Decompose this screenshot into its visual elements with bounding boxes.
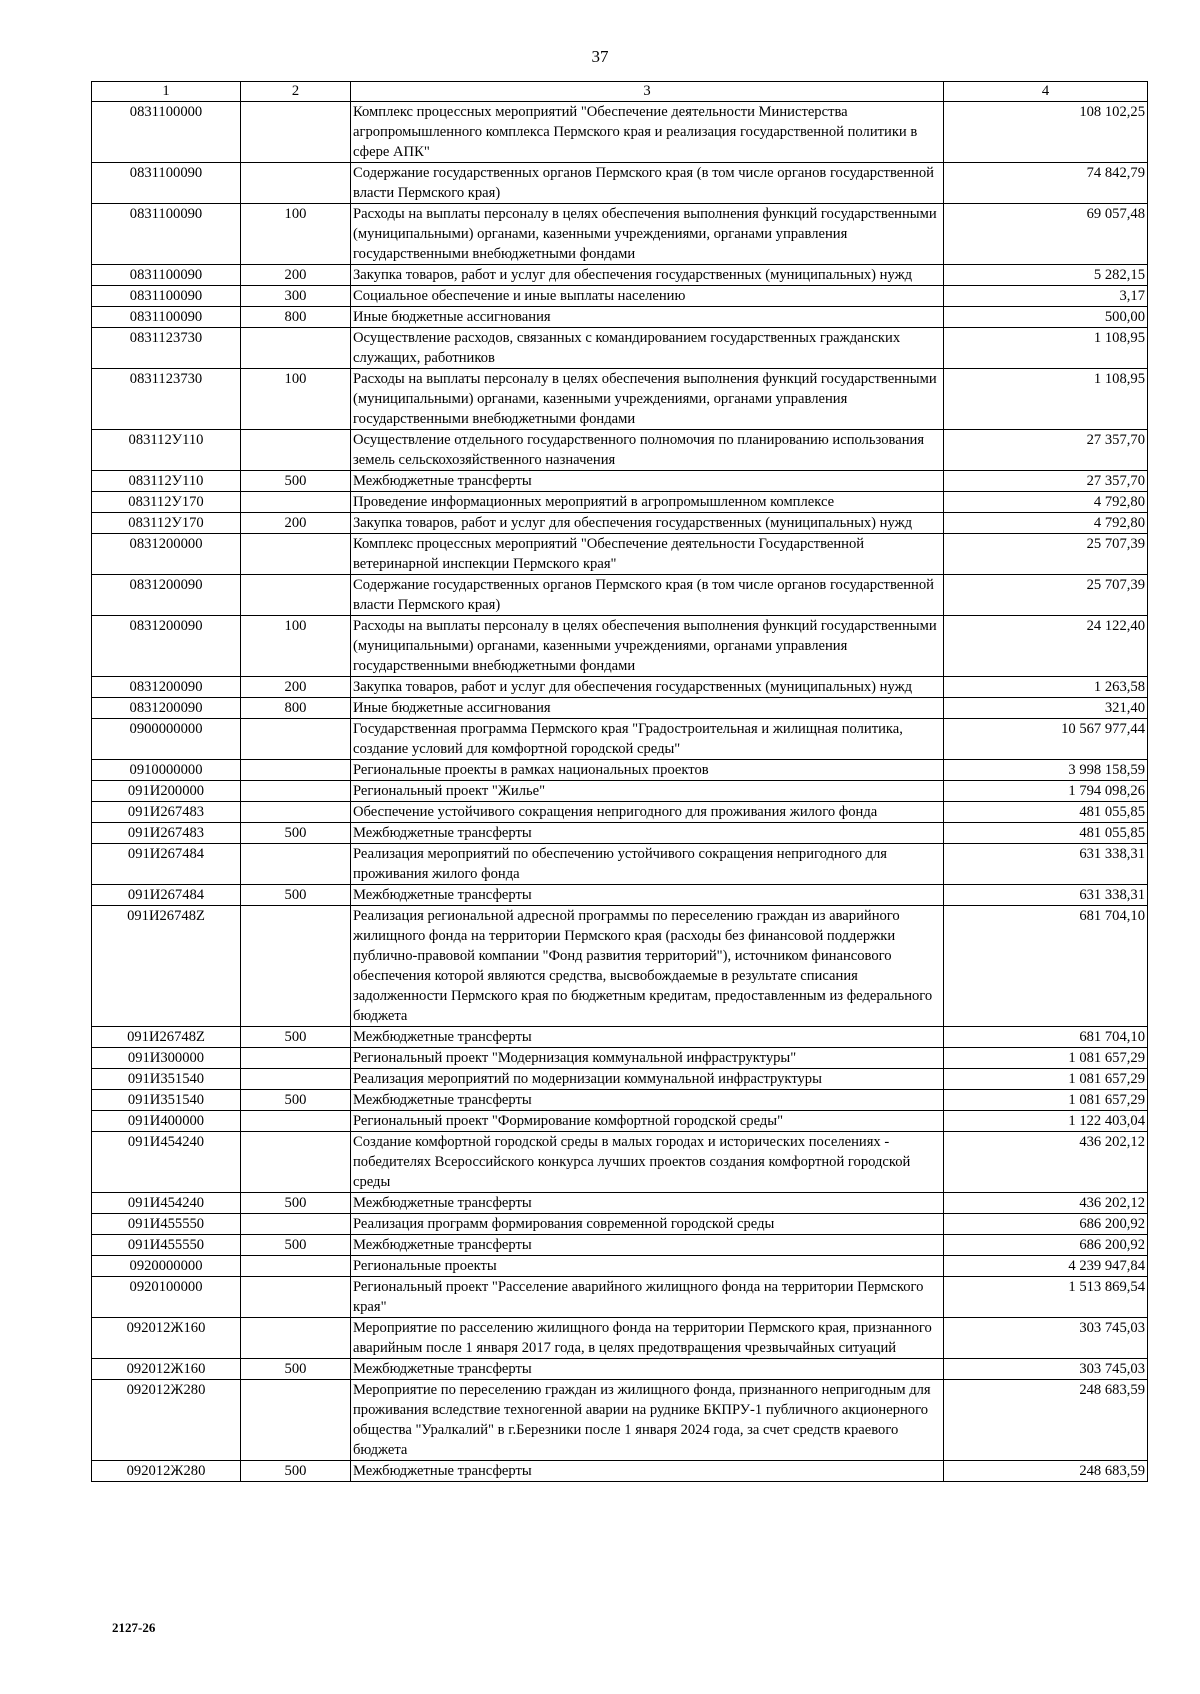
- cell-name: Мероприятие по переселению граждан из жилищного фонда, признанного непригодным для проживания вследствие техногенной аварии на руднике БКПРУ-1 публичного акционерного общества "Уралкалий" в г.Березники после 1 января 2024 года, за счет средств краевого бюджета: [351, 1380, 944, 1461]
- cell-amount: 24 122,40: [944, 616, 1148, 677]
- cell-expense-type: [241, 719, 351, 760]
- cell-expense-type: [241, 430, 351, 471]
- cell-expense-type: [241, 844, 351, 885]
- column-header-1: 1: [92, 82, 241, 102]
- cell-amount: 1 081 657,29: [944, 1048, 1148, 1069]
- cell-amount: 686 200,92: [944, 1214, 1148, 1235]
- table-row: [92, 844, 1148, 885]
- cell-name: Иные бюджетные ассигнования: [351, 698, 944, 719]
- cell-code: 083112У170: [92, 492, 241, 513]
- cell-name: Межбюджетные трансферты: [351, 471, 944, 492]
- cell-amount: 25 707,39: [944, 575, 1148, 616]
- cell-name: Мероприятие по расселению жилищного фонда на территории Пермского края, признанного аварийным после 1 января 2017 года, в целях предотвращения чрезвычайных ситуаций: [351, 1318, 944, 1359]
- cell-code: 083112У110: [92, 430, 241, 471]
- table-row: [92, 1461, 1148, 1482]
- cell-name: Реализация мероприятий по модернизации коммунальной инфраструктуры: [351, 1069, 944, 1090]
- cell-name: Государственная программа Пермского края "Градостроительная и жилищная политика, создание условий для комфортной городской среды": [351, 719, 944, 760]
- table-row: [92, 102, 1148, 163]
- cell-name: Содержание государственных органов Пермского края (в том числе органов государственной власти Пермского края): [351, 163, 944, 204]
- cell-code: 091И455550: [92, 1214, 241, 1235]
- cell-code: 0831200090: [92, 616, 241, 677]
- cell-amount: 436 202,12: [944, 1132, 1148, 1193]
- cell-name: Закупка товаров, работ и услуг для обеспечения государственных (муниципальных) нужд: [351, 513, 944, 534]
- table-row: [92, 1193, 1148, 1214]
- cell-expense-type: [241, 1318, 351, 1359]
- cell-code: 091И267483: [92, 802, 241, 823]
- cell-code: 091И454240: [92, 1132, 241, 1193]
- cell-code: 0831200090: [92, 677, 241, 698]
- cell-expense-type: 200: [241, 513, 351, 534]
- table-row: [92, 1277, 1148, 1318]
- cell-amount: 27 357,70: [944, 471, 1148, 492]
- table-row: [92, 1318, 1148, 1359]
- cell-amount: 436 202,12: [944, 1193, 1148, 1214]
- cell-code: 092012Ж160: [92, 1359, 241, 1380]
- cell-expense-type: 500: [241, 1235, 351, 1256]
- cell-amount: 631 338,31: [944, 885, 1148, 906]
- cell-name: Реализация программ формирования современной городской среды: [351, 1214, 944, 1235]
- cell-amount: 481 055,85: [944, 802, 1148, 823]
- table-row: [92, 885, 1148, 906]
- cell-amount: 10 567 977,44: [944, 719, 1148, 760]
- cell-name: Расходы на выплаты персоналу в целях обеспечения выполнения функций государственными (муниципальными) органами, казенными учреждениями, органами управления государственными внебюджетными фондами: [351, 616, 944, 677]
- cell-amount: 481 055,85: [944, 823, 1148, 844]
- cell-amount: 686 200,92: [944, 1235, 1148, 1256]
- cell-code: 091И267484: [92, 885, 241, 906]
- cell-name: Создание комфортной городской среды в малых городах и исторических поселениях - победителях Всероссийского конкурса лучших проектов создания комфортной городской среды: [351, 1132, 944, 1193]
- cell-name: Региональные проекты в рамках национальных проектов: [351, 760, 944, 781]
- table-row: [92, 1235, 1148, 1256]
- cell-expense-type: 200: [241, 265, 351, 286]
- cell-code: 091И351540: [92, 1069, 241, 1090]
- table-row: [92, 492, 1148, 513]
- cell-amount: 1 513 869,54: [944, 1277, 1148, 1318]
- cell-name: Содержание государственных органов Пермского края (в том числе органов государственной власти Пермского края): [351, 575, 944, 616]
- cell-code: 0831100090: [92, 307, 241, 328]
- cell-name: Обеспечение устойчивого сокращения непригодного для проживания жилого фонда: [351, 802, 944, 823]
- cell-expense-type: [241, 492, 351, 513]
- cell-name: Межбюджетные трансферты: [351, 823, 944, 844]
- cell-expense-type: 500: [241, 1090, 351, 1111]
- table-row: [92, 328, 1148, 369]
- cell-amount: 1 108,95: [944, 328, 1148, 369]
- column-header-4: 4: [944, 82, 1148, 102]
- table-row: [92, 471, 1148, 492]
- cell-code: 091И200000: [92, 781, 241, 802]
- cell-code: 091И26748Z: [92, 906, 241, 1027]
- cell-amount: 1 794 098,26: [944, 781, 1148, 802]
- cell-name: Межбюджетные трансферты: [351, 1027, 944, 1048]
- cell-expense-type: [241, 1069, 351, 1090]
- budget-table: [91, 81, 1148, 1482]
- table-row: [92, 1090, 1148, 1111]
- cell-name: Комплекс процессных мероприятий "Обеспечение деятельности Государственной ветеринарной инспекции Пермского края": [351, 534, 944, 575]
- cell-amount: 5 282,15: [944, 265, 1148, 286]
- cell-expense-type: 300: [241, 286, 351, 307]
- cell-code: 0910000000: [92, 760, 241, 781]
- cell-code: 091И400000: [92, 1111, 241, 1132]
- cell-code: 091И300000: [92, 1048, 241, 1069]
- table-row: [92, 1132, 1148, 1193]
- cell-code: 0831100000: [92, 102, 241, 163]
- cell-expense-type: 800: [241, 698, 351, 719]
- cell-code: 083112У110: [92, 471, 241, 492]
- cell-amount: 4 239 947,84: [944, 1256, 1148, 1277]
- cell-name: Региональный проект "Жилье": [351, 781, 944, 802]
- cell-amount: 1 263,58: [944, 677, 1148, 698]
- cell-amount: 681 704,10: [944, 1027, 1148, 1048]
- table-row: [92, 1256, 1148, 1277]
- cell-name: Осуществление отдельного государственного полномочия по планированию использования земель сельскохозяйственного назначения: [351, 430, 944, 471]
- table-row: [92, 534, 1148, 575]
- cell-expense-type: [241, 1048, 351, 1069]
- cell-code: 0831100090: [92, 286, 241, 307]
- cell-code: 091И267483: [92, 823, 241, 844]
- cell-amount: 25 707,39: [944, 534, 1148, 575]
- cell-expense-type: [241, 1277, 351, 1318]
- cell-amount: 631 338,31: [944, 844, 1148, 885]
- cell-expense-type: 100: [241, 204, 351, 265]
- cell-code: 091И351540: [92, 1090, 241, 1111]
- table-row: [92, 430, 1148, 471]
- table-header-row: [92, 82, 1148, 102]
- cell-expense-type: [241, 1256, 351, 1277]
- cell-expense-type: [241, 1132, 351, 1193]
- table-row: [92, 1048, 1148, 1069]
- cell-name: Региональный проект "Формирование комфортной городской среды": [351, 1111, 944, 1132]
- cell-amount: 303 745,03: [944, 1359, 1148, 1380]
- cell-name: Межбюджетные трансферты: [351, 885, 944, 906]
- cell-amount: 303 745,03: [944, 1318, 1148, 1359]
- table-row: [92, 575, 1148, 616]
- cell-amount: 4 792,80: [944, 513, 1148, 534]
- cell-name: Расходы на выплаты персоналу в целях обеспечения выполнения функций государственными (муниципальными) органами, казенными учреждениями, органами управления государственными внебюджетными фондами: [351, 369, 944, 430]
- cell-amount: 27 357,70: [944, 430, 1148, 471]
- cell-amount: 1 081 657,29: [944, 1090, 1148, 1111]
- cell-expense-type: [241, 1111, 351, 1132]
- cell-code: 0831100090: [92, 265, 241, 286]
- cell-amount: 248 683,59: [944, 1380, 1148, 1461]
- cell-name: Закупка товаров, работ и услуг для обеспечения государственных (муниципальных) нужд: [351, 677, 944, 698]
- cell-name: Расходы на выплаты персоналу в целях обеспечения выполнения функций государственными (муниципальными) органами, казенными учреждениями, органами управления государственными внебюджетными фондами: [351, 204, 944, 265]
- cell-expense-type: 500: [241, 1461, 351, 1482]
- cell-expense-type: [241, 163, 351, 204]
- cell-amount: 1 122 403,04: [944, 1111, 1148, 1132]
- table-row: [92, 781, 1148, 802]
- table-row: [92, 286, 1148, 307]
- cell-code: 092012Ж280: [92, 1380, 241, 1461]
- table-row: [92, 1069, 1148, 1090]
- cell-name: Межбюджетные трансферты: [351, 1461, 944, 1482]
- cell-expense-type: 500: [241, 1359, 351, 1380]
- cell-expense-type: 100: [241, 616, 351, 677]
- cell-code: 091И267484: [92, 844, 241, 885]
- cell-name: Иные бюджетные ассигнования: [351, 307, 944, 328]
- cell-expense-type: 500: [241, 1027, 351, 1048]
- table-row: [92, 906, 1148, 1027]
- cell-name: Реализация мероприятий по обеспечению устойчивого сокращения непригодного для проживания жилого фонда: [351, 844, 944, 885]
- cell-code: 0831123730: [92, 328, 241, 369]
- cell-expense-type: 500: [241, 885, 351, 906]
- cell-expense-type: 500: [241, 471, 351, 492]
- cell-amount: 74 842,79: [944, 163, 1148, 204]
- cell-amount: 3,17: [944, 286, 1148, 307]
- cell-code: 092012Ж160: [92, 1318, 241, 1359]
- table-row: [92, 1214, 1148, 1235]
- page-number: 37: [591, 47, 609, 66]
- cell-amount: 500,00: [944, 307, 1148, 328]
- cell-expense-type: 500: [241, 1193, 351, 1214]
- table-row: [92, 677, 1148, 698]
- cell-expense-type: [241, 575, 351, 616]
- cell-code: 0831200090: [92, 698, 241, 719]
- cell-name: Осуществление расходов, связанных с командированием государственных гражданских служащих, работников: [351, 328, 944, 369]
- column-header-2: 2: [241, 82, 351, 102]
- cell-amount: 4 792,80: [944, 492, 1148, 513]
- cell-name: Региональный проект "Расселение аварийного жилищного фонда на территории Пермского края": [351, 1277, 944, 1318]
- table-row: [92, 513, 1148, 534]
- table-row: [92, 802, 1148, 823]
- cell-expense-type: [241, 1380, 351, 1461]
- cell-expense-type: [241, 781, 351, 802]
- table-body: [92, 102, 1148, 1482]
- cell-name: Межбюджетные трансферты: [351, 1235, 944, 1256]
- cell-expense-type: [241, 802, 351, 823]
- cell-expense-type: [241, 102, 351, 163]
- cell-code: 0920100000: [92, 1277, 241, 1318]
- cell-expense-type: 100: [241, 369, 351, 430]
- cell-expense-type: [241, 328, 351, 369]
- cell-amount: 108 102,25: [944, 102, 1148, 163]
- cell-code: 0831100090: [92, 163, 241, 204]
- cell-name: Межбюджетные трансферты: [351, 1090, 944, 1111]
- cell-name: Социальное обеспечение и иные выплаты населению: [351, 286, 944, 307]
- table-row: [92, 163, 1148, 204]
- cell-code: 0831200090: [92, 575, 241, 616]
- table-row: [92, 719, 1148, 760]
- cell-name: Межбюджетные трансферты: [351, 1359, 944, 1380]
- table-row: [92, 698, 1148, 719]
- cell-amount: 1 081 657,29: [944, 1069, 1148, 1090]
- table-row: [92, 1359, 1148, 1380]
- cell-code: 0831200000: [92, 534, 241, 575]
- cell-name: Региональные проекты: [351, 1256, 944, 1277]
- table-row: [92, 265, 1148, 286]
- table-row: [92, 204, 1148, 265]
- cell-amount: 69 057,48: [944, 204, 1148, 265]
- cell-code: 0900000000: [92, 719, 241, 760]
- cell-code: 091И454240: [92, 1193, 241, 1214]
- cell-expense-type: [241, 760, 351, 781]
- cell-expense-type: 200: [241, 677, 351, 698]
- cell-name: Проведение информационных мероприятий в агропромышленном комплексе: [351, 492, 944, 513]
- cell-code: 091И26748Z: [92, 1027, 241, 1048]
- table-row: [92, 616, 1148, 677]
- footer-code: 2127-26: [112, 1620, 156, 1635]
- cell-name: Реализация региональной адресной программы по переселению граждан из аварийного жилищного фонда на территории Пермского края (расходы без финансовой поддержки публично-правовой компании "Фонд развития территорий"), источником финансового обеспечения которой являются средства, высвобождаемые в результате списания задолженности Пермского края по бюджетным кредитам, предоставленным из федерального бюджета: [351, 906, 944, 1027]
- table-row: [92, 823, 1148, 844]
- cell-code: 092012Ж280: [92, 1461, 241, 1482]
- table-row: [92, 1380, 1148, 1461]
- cell-name: Межбюджетные трансферты: [351, 1193, 944, 1214]
- table-row: [92, 1111, 1148, 1132]
- cell-amount: 681 704,10: [944, 906, 1148, 1027]
- cell-code: 083112У170: [92, 513, 241, 534]
- cell-code: 091И455550: [92, 1235, 241, 1256]
- table-row: [92, 307, 1148, 328]
- cell-code: 0831123730: [92, 369, 241, 430]
- cell-code: 0920000000: [92, 1256, 241, 1277]
- cell-expense-type: 800: [241, 307, 351, 328]
- column-header-3: 3: [351, 82, 944, 102]
- cell-amount: 1 108,95: [944, 369, 1148, 430]
- cell-name: Комплекс процессных мероприятий "Обеспечение деятельности Министерства агропромышленного комплекса Пермского края и реализация государственной политики в сфере АПК": [351, 102, 944, 163]
- cell-amount: 321,40: [944, 698, 1148, 719]
- cell-expense-type: [241, 1214, 351, 1235]
- table-row: [92, 760, 1148, 781]
- cell-amount: 248 683,59: [944, 1461, 1148, 1482]
- cell-code: 0831100090: [92, 204, 241, 265]
- table-row: [92, 369, 1148, 430]
- cell-expense-type: 500: [241, 823, 351, 844]
- cell-amount: 3 998 158,59: [944, 760, 1148, 781]
- cell-expense-type: [241, 534, 351, 575]
- cell-name: Региональный проект "Модернизация коммунальной инфраструктуры": [351, 1048, 944, 1069]
- cell-expense-type: [241, 906, 351, 1027]
- table-row: [92, 1027, 1148, 1048]
- cell-name: Закупка товаров, работ и услуг для обеспечения государственных (муниципальных) нужд: [351, 265, 944, 286]
